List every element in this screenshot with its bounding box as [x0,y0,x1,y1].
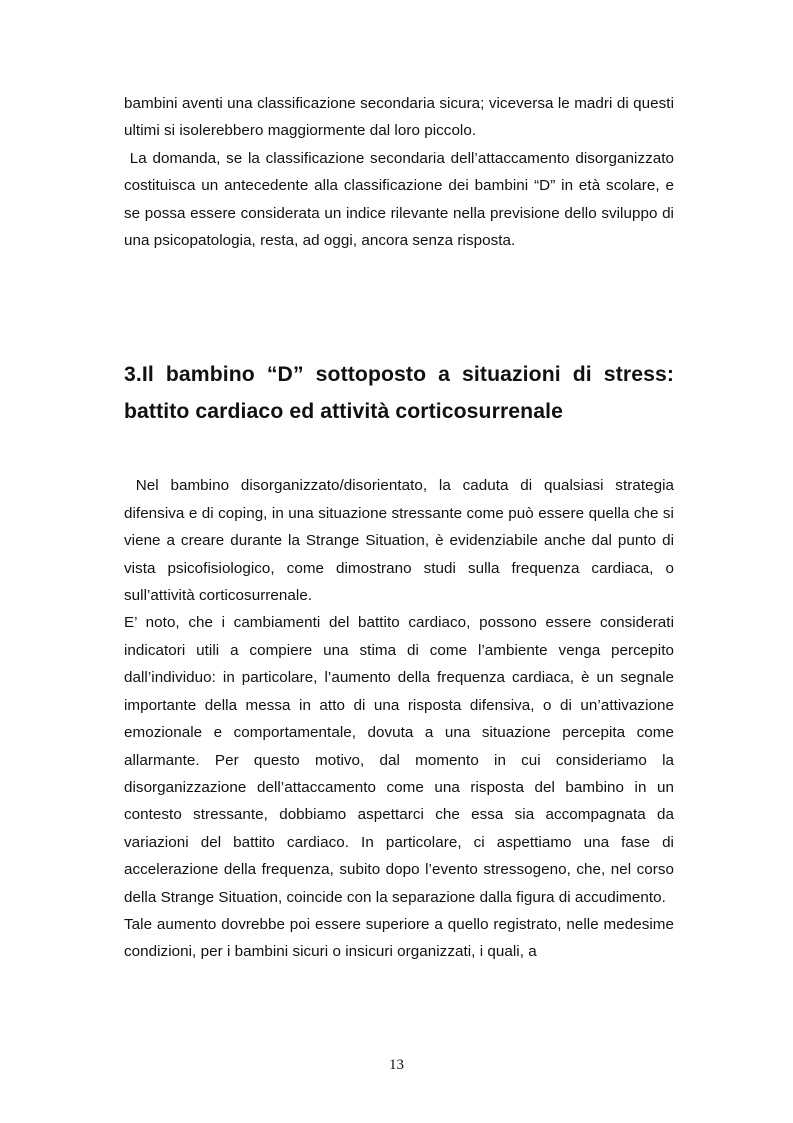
page-content [124,90,674,966]
paragraph: E’ noto, che i cambiamenti del battito cardiaco, possono essere considerati indicatori utili a compiere una stima di come l’ambiente venga percepito dall’individuo: in particolare, l’aumento della frequenza cardiaca, è un segnale importante della messa in atto di una risposta difensiva, o di un’attivazione emozionale e comportamentale, dovuta a una situazione percepita come allarmante. Per questo motivo, dal momento in cui consideriamo la disorganizzazione dell’attaccamento come una risposta del bambino in un contesto stressante, dobbiamo aspettarci che essa sia accompagnata da variazioni del battito cardiaco. In particolare, ci aspettiamo una fase di accelerazione della frequenza, subito dopo l’evento stressogeno, che, nel corso della Strange Situation, coincide con la separazione dalla figura di accudimento. [124,614,674,906]
section-heading: 3.Il bambino “D” sottoposto a situazioni di stress: battito cardiaco ed attività corticosurrenale [124,363,674,424]
section-heading-block [124,356,674,430]
page-number: 13 [389,1057,404,1073]
paragraph: Nel bambino disorganizzato/disorientato, la caduta di qualsiasi strategia difensiva e di coping, in una situazione stressante come può essere quella che si viene a creare durante la Strange Situation, è evidenziabile anche dal punto di vista psicofisiologico, come dimostrano studi sulla frequenza cardiaca, o sull’attività corticosurrenale. [124,477,674,605]
paragraph: La domanda, se la classificazione secondaria dell’attaccamento disorganizzato costituisca un antecedente alla classificazione dei bambini “D” in età scolare, e se possa essere considerata un indice rilevante nella previsione dello sviluppo di una psicopatologia, resta, ad oggi, ancora senza risposta. [124,149,674,250]
section-body [124,472,674,965]
paragraph: bambini aventi una classificazione secondaria sicura; viceversa le madri di questi ultimi si isolerebbero maggiormente dal loro piccolo. [124,95,674,140]
intro-paragraphs [124,90,674,254]
paragraph: Tale aumento dovrebbe poi essere superiore a quello registrato, nelle medesime condizioni, per i bambini sicuri o insicuri organizzati, i quali, a [124,915,674,961]
